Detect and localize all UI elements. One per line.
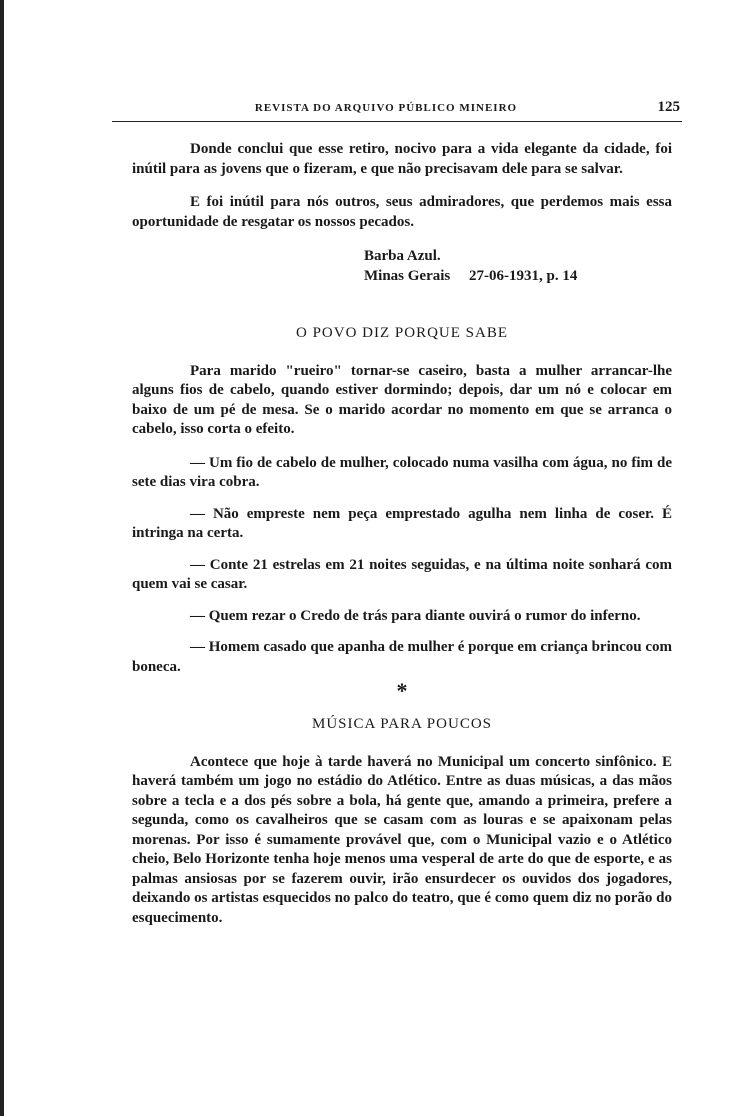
- article2-saying-5: — Homem casado que apanha de mulher é porque em criança brincou com boneca.: [132, 639, 672, 675]
- page-body: [132, 140, 672, 928]
- article2-saying-4: — Quem rezar o Credo de trás para diante ouvirá o rumor do inferno.: [190, 607, 641, 624]
- running-head: REVISTA DO ARQUIVO PÚBLICO MINEIRO: [254, 102, 518, 114]
- section-separator: *: [396, 678, 408, 703]
- article2-saying-1: — Um fio de cabelo de mulher, colocado numa vasilha com água, no fim de sete dias vira cobra.: [132, 454, 672, 490]
- article2-paragraph-1: Para marido "rueiro" tornar-se caseiro, basta a mulher arrancar-lhe alguns fios de cabelo, quando estiver dormindo; depois, dar um nó e colocar em baixo de um pé de mesa. Se o marido acordar no momento em que se arranca o cabelo, isso corta o efeito.: [132, 362, 672, 437]
- signature-block: [364, 246, 672, 286]
- article2-title: O POVO DIZ PORQUE SABE: [295, 325, 508, 341]
- signature-name: Barba Azul.: [364, 248, 441, 264]
- signature-reference: 27-06-1931, p. 14: [469, 268, 578, 284]
- article1-paragraph-1: Donde conclui que esse retiro, nocivo para a vida elegante da cidade, foi inútil para as jovens que o fizeram, e que não precisavam dele para se salvar.: [132, 141, 672, 177]
- article3-paragraph-1: Acontece que hoje à tarde haverá no Municipal um concerto sinfônico. E haverá também um jogo no estádio do Atlético. Entre as duas músicas, a das mãos sobre a tecla e a dos pés sobre a bola, há gente que, amando a primeira, prefere a segunda, como os cavalheiros que se casam com as louras e se apaixonam pelas morenas. Por isso é sumamente provável que, com o Municipal vazio e o Atlético cheio, Belo Horizonte tenha hoje menos uma vesperal de arte do que de esporte, e as palmas ansiosas por se fazerem ouvir, irão ensurdecer os ouvidos dos jogadores, deixando os artistas esquecidos no palco do teatro, que é como quem diz no porão do esquecimento.: [132, 753, 672, 926]
- article1-paragraph-2: E foi inútil para nós outros, seus admiradores, que perdemos mais essa oportunidade de resgatar os nossos pecados.: [132, 194, 672, 230]
- page-header: [112, 98, 682, 120]
- article2-saying-3: — Conte 21 estrelas em 21 noites seguidas, e na última noite sonhará com quem vai se casar.: [132, 556, 672, 592]
- page-edge-rule: [0, 0, 4, 1116]
- signature-source: [364, 266, 672, 286]
- signature-place: Minas Gerais: [364, 268, 451, 284]
- article2-saying-2: — Não empreste nem peça emprestado agulha nem linha de coser. É intringa na certa.: [132, 505, 672, 541]
- header-rule: [112, 121, 682, 122]
- page-number: 125: [657, 99, 680, 115]
- article3-title: MÚSICA PARA POUCOS: [311, 716, 492, 732]
